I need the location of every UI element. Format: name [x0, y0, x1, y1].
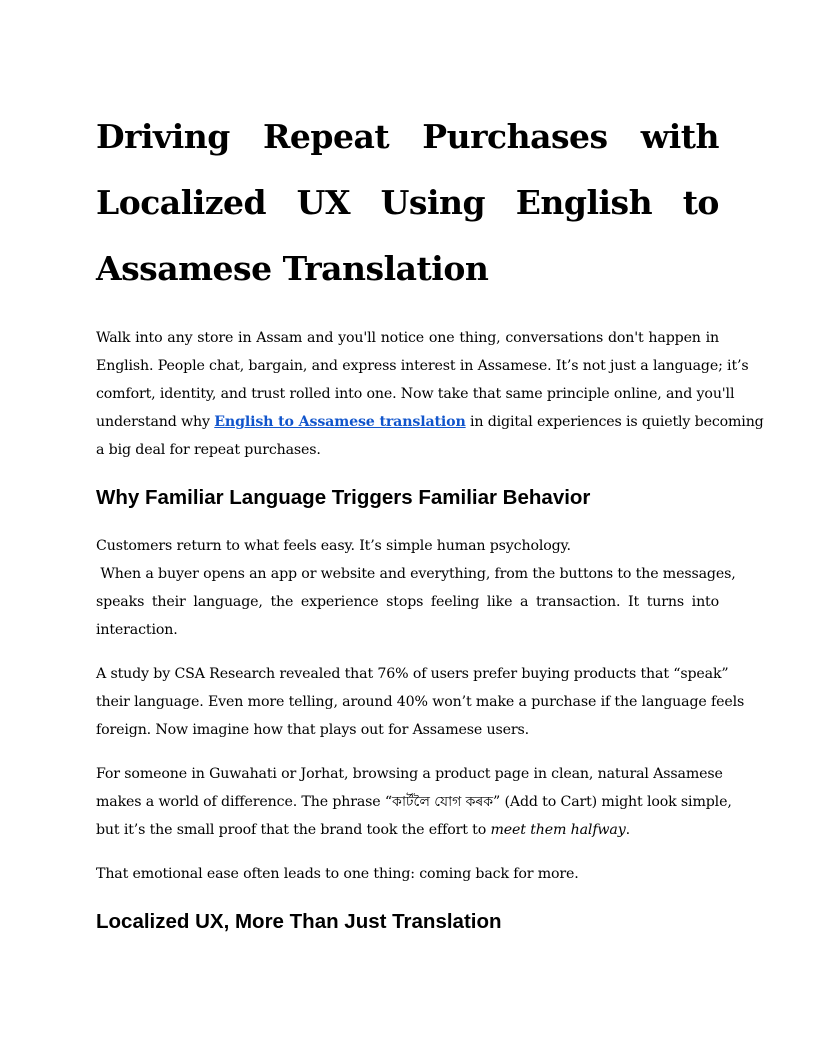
- emphasis-text: meet them halfway: [490, 822, 626, 838]
- text-line: their language. Even more telling, around 40% won’t make a purchase if the language feels: [96, 694, 745, 710]
- paragraph-customers-return: [96, 532, 736, 644]
- text-line: a big deal for repeat purchases.: [96, 442, 321, 458]
- title-word: Using: [380, 183, 486, 222]
- title-line-2: [96, 170, 719, 236]
- title-word: Localized: [96, 183, 267, 222]
- text-segment: .: [625, 822, 630, 838]
- text-line: For someone in Guwahati or Jorhat, browsing a product page in clean, natural Assamese: [96, 766, 723, 782]
- section-heading-localized-ux: Localized UX, More Than Just Translation: [96, 910, 502, 933]
- text-line: Walk into any store in Assam and you'll notice one thing, conversations don't happen in: [96, 330, 719, 346]
- intro-paragraph: [96, 324, 764, 464]
- title-word: English: [515, 183, 653, 222]
- title-word: with: [640, 117, 719, 156]
- text-line: [96, 816, 719, 844]
- text-line: speaks their language, the experience stops feeling like a transaction. It turns into: [96, 594, 719, 610]
- text-line: interaction.: [96, 622, 178, 638]
- title-word: UX: [296, 183, 351, 222]
- title-word: to: [682, 183, 719, 222]
- paragraph-guwahati-example: [96, 760, 732, 844]
- text-line: makes a world of difference. The phrase “কার্টলৈ যোগ কৰক” (Add to Cart) might look simple,: [96, 794, 732, 810]
- text-line: When a buyer opens an app or website and everything, from the buttons to the messages,: [96, 566, 736, 582]
- text-line: English. People chat, bargain, and express interest in Assamese. It’s not just a language; it’s: [96, 358, 749, 374]
- title-word: Driving: [96, 117, 230, 156]
- page-title: [96, 104, 719, 302]
- text-line: Customers return to what feels easy. It’s simple human psychology.: [96, 538, 571, 554]
- translation-link[interactable]: English to Assamese translation: [214, 414, 466, 430]
- text-line: That emotional ease often leads to one thing: coming back for more.: [96, 866, 579, 882]
- title-word: Repeat: [263, 117, 390, 156]
- text-line: [96, 408, 764, 436]
- title-line-3: Assamese Translation: [96, 249, 489, 288]
- section-heading-familiar-language: Why Familiar Language Triggers Familiar Behavior: [96, 486, 591, 509]
- text-line: foreign. Now imagine how that plays out for Assamese users.: [96, 722, 530, 738]
- text-line: comfort, identity, and trust rolled into one. Now take that same principle online, and you'll: [96, 386, 735, 402]
- text-segment: in digital experiences is quietly becoming: [465, 414, 764, 430]
- paragraph-csa-study: [96, 660, 745, 744]
- text-segment: but it’s the small proof that the brand took the effort to: [96, 822, 491, 838]
- document-page: [96, 104, 764, 936]
- text-segment: understand why: [96, 414, 215, 430]
- title-word: Purchases: [422, 117, 608, 156]
- text-line: A study by CSA Research revealed that 76% of users prefer buying products that “speak”: [96, 666, 729, 682]
- paragraph-emotional-ease: [96, 860, 719, 888]
- title-line-1: [96, 104, 719, 170]
